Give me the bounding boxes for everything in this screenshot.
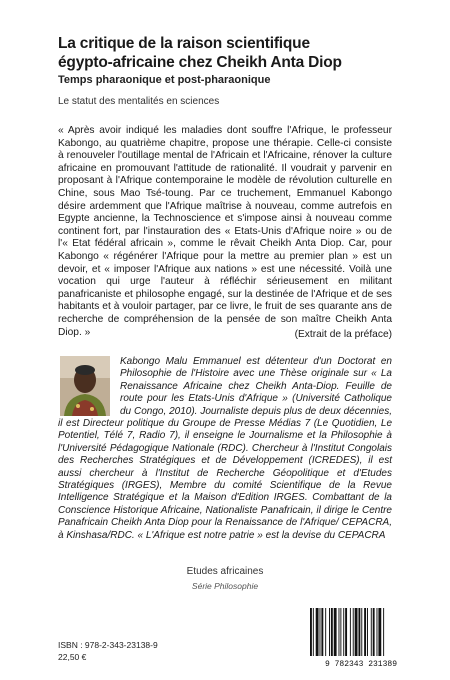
book-title bbox=[58, 34, 418, 72]
book-subtitle: Temps pharaonique et post-pharaonique bbox=[58, 74, 271, 86]
title-line-1: La critique de la raison scientifique bbox=[58, 35, 310, 52]
series-name: Etudes africaines bbox=[186, 566, 264, 577]
isbn: ISBN : 978-2-343-23138-9 bbox=[58, 640, 158, 650]
series-subname: Série Philosophie bbox=[191, 581, 259, 591]
barcode bbox=[302, 606, 420, 668]
title-line-2: égypto-africaine chez Cheikh Anta Diop bbox=[58, 54, 342, 71]
book-statut: Le statut des mentalités en sciences bbox=[58, 96, 220, 107]
barcode-digits: 9 782343 231389 bbox=[324, 660, 398, 668]
price: 22,50 € bbox=[58, 652, 87, 662]
preface-source: (Extrait de la préface) bbox=[294, 329, 392, 340]
preface-quote: « Après avoir indiqué les maladies dont souffre l'Afrique, le professeur Kabongo, au quatrième chapitre, propose une thérapie. Celle-ci consiste à renouveler l'outillage mental de l'Africain et l'Africaine, rénover la culture africaine en promouvant l'attitude de rationalité. Il voudrait y parvenir en proposant à l'Afrique contemporaine le modèle de révolution culturelle en Chine, sous Mao Tsé-toung. Par ce truchement, Emmanuel Kabongo désire ardemment que l'Afrique maîtrise à nouveau, comme autrefois en Egypte ancienne, la Technoscience et s'impose ainsi à nouveau comme continent fort, par l'instauration des « Etats-Unis d'Afrique noire » ou de l'« Etat fédéral africain », comme le rêvait Cheikh Anta Diop. Car, pour Kabongo « régénérer l'Afrique pour la mettre au premier plan » est un devoir, et « imposer l'Afrique aux nations » est une nécessité. Voilà une vocation qui urge l'auteur à réfléchir sérieusement en militant panafricaniste et philosophe engagé, sur la destinée de l'Afrique et de ses habitants et à vouloir partager, par ce livre, le fruit de ses quarante ans de recherche de compréhension de la pensée de son maître Cheikh Anta Diop. » bbox=[58, 125, 392, 338]
author-bio: Kabongo Malu Emmanuel est détenteur d'un Doctorat en Philosophie de l'Histoire avec une Thèse originale sur « La Renaissance Africaine chez Cheikh Anta-Diop. Feuille de route pour les Etats-Unis d'Afrique » (Université Catholique du Congo, 2010). Journaliste depuis plus de deux décennies, il est Directeur politique du Groupe de Presse Médias 7 (Le Quotidien, Le Potentiel, Télé 7, Radio 7), il enseigne le Journalisme et la Philosophie à l'Université Pédagogique Nationale (RDC). Chercheur à l'Institut Congolais des Recherches Stratégiques et de Développement (ICREDES), il est aussi chercheur à l'Institut de Recherche Géopolitique et d'Etudes Stratégiques (IRGES), Membre du comité Scientifique de la Revue Intelligence Stratégique et la Maison d'Edition IRGES. Combattant de la Conscience Historique Africaine, Nationaliste Panafricain, il dirige le Centre Panafricain Cheikh Anta Diop pour la Renaissance de l'Afrique/ CEPACRA, à Kinshasa/RDC. « L'Afrique est notre patrie » est la devise du CEPACRA bbox=[58, 356, 392, 541]
